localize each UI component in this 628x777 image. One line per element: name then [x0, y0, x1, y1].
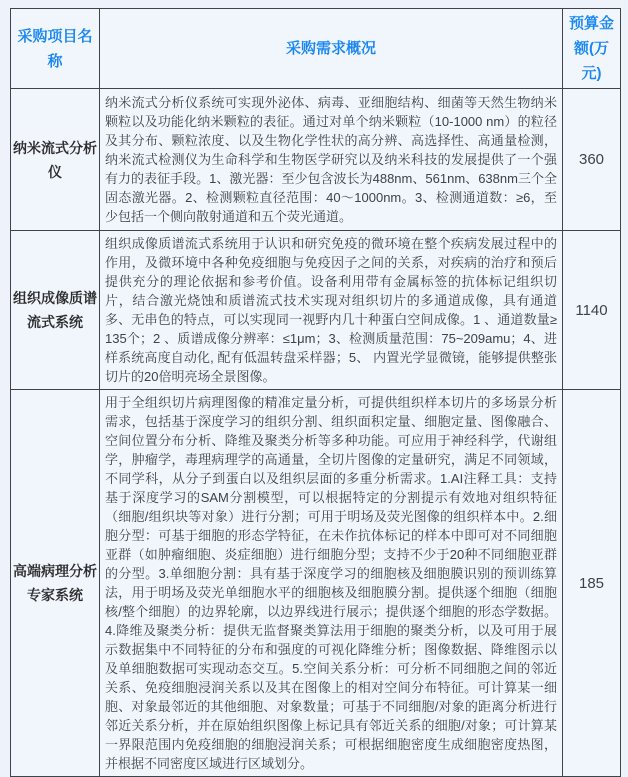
- project-name-cell: 组织成像质谱流式系统: [11, 231, 100, 390]
- project-name-cell: 高端病理分析专家系统: [11, 390, 100, 777]
- table-row: [11, 231, 621, 390]
- requirement-summary-cell: 用于全组织切片病理图像的精准定量分析，可提供组织样本切片的多场景分析需求，包括基于深度学习的组织分割、组织面积定量、细胞定量、图像融合、空间位置分布分析、降维及聚类分析等多种功能。可应用于神经科学，代谢组学，肿瘤学，毒理病理学的高通量，全切片图像的定量研究，满足不同领域，不同学科，从分子到蛋白以及组织层面的多重分析需求。1.AI注释工具：支持基于深度学习的SAM分割模型，可以根据特定的分割提示有效地对组织特征（细胞/组织块等对象）进行分割；可用于明场及荧光图像的组织样本中。2.细胞分型：可基于细胞的形态学特征，在未作抗体标记的样本中即可对不同细胞亚群（如肿瘤细胞、炎症细胞）进行细胞分型；支持不少于20种不同细胞亚群的分型。3.单细胞分割：具有基于深度学习的细胞核及细胞膜识别的预训练算法，用于明场及荧光单细胞水平的细胞核及细胞膜分割。提供逐个细胞（细胞核/整个细胞）的边界轮廓，以边界线进行展示；提供逐个细胞的形态学数据。4.降维及聚类分析：提供无监督聚类算法用于细胞的聚类分析，以及可用于展示数据集中不同特征的分布和强度的可视化降维分析；图像数据、降维图示以及单细胞数据可实现动态交互。5.空间关系分析：可分析不同细胞之间的邻近关系、免疫细胞浸润关系以及其在图像上的相对空间分布特征。可计算某一细胞、对象最邻近的其他细胞、对象数量；可基于不同细胞/对象的距离分析进行邻近关系分析，并在原始组织图像上标记具有邻近关系的细胞/对象；可计算某一界限范围内免疫细胞的细胞浸润关系；可根据细胞密度生成细胞密度热图，并根据不同密度区域进行区域划分。: [100, 390, 563, 777]
- column-header-requirement-summary: 采购需求概况: [100, 9, 563, 89]
- table-row: [11, 390, 621, 777]
- budget-amount-cell: 185: [563, 390, 621, 777]
- project-name-cell: 纳米流式分析仪: [11, 89, 100, 231]
- requirement-summary-cell: 纳米流式分析仪系统可实现外泌体、病毒、亚细胞结构、细菌等天然生物纳米颗粒以及功能化纳米颗粒的表征。通过对单个纳米颗粒（10-1000 nm）的粒径及其分布、颗粒浓度、以及生物化学性状的高分辨、高选择性、高通量检测，纳米流式检测仪为生命科学和生物医学研究以及纳米科技的发展提供了一个强有力的表征手段。1、激光器：至少包含波长为488nm、561nm、638nm三个全固态激光器。2、检测颗粒直径范围：40～1000nm。3、检测通道数：≥6，至少包括一个侧向散射通道和五个荧光通道。: [100, 89, 563, 231]
- table-row: [11, 89, 621, 231]
- column-header-project-name: 采购项目名称: [11, 9, 100, 89]
- budget-amount-cell: 1140: [563, 231, 621, 390]
- budget-amount-cell: 360: [563, 89, 621, 231]
- procurement-table: [10, 8, 621, 777]
- column-header-budget-amount: 预算金额(万元): [563, 9, 621, 89]
- table-header-row: [11, 9, 621, 89]
- requirement-summary-cell: 组织成像质谱流式系统用于认识和研究免疫的微环境在整个疾病发展过程中的作用，及微环境中各种免疫细胞与免疫因子之间的关系，对疾病的治疗和预后提供充分的理论依据和参考价值。设备利用带有金属标签的抗体标记组织切片，结合激光烧蚀和质谱流式技术实现对组织切片的多通道成像，具有通道多、无串色的特点，可以实现同一视野内几十种蛋白空间成像。1 、通道数量≥135个；2 、质谱成像分辨率：≤1μm；3、检测质量范围：75~209amu；4、进样系统高度自动化, 配有低温转盘采样器；5、 内置光学显微镜，能够提供整张切片的20倍明亮场全景图像。: [100, 231, 563, 390]
